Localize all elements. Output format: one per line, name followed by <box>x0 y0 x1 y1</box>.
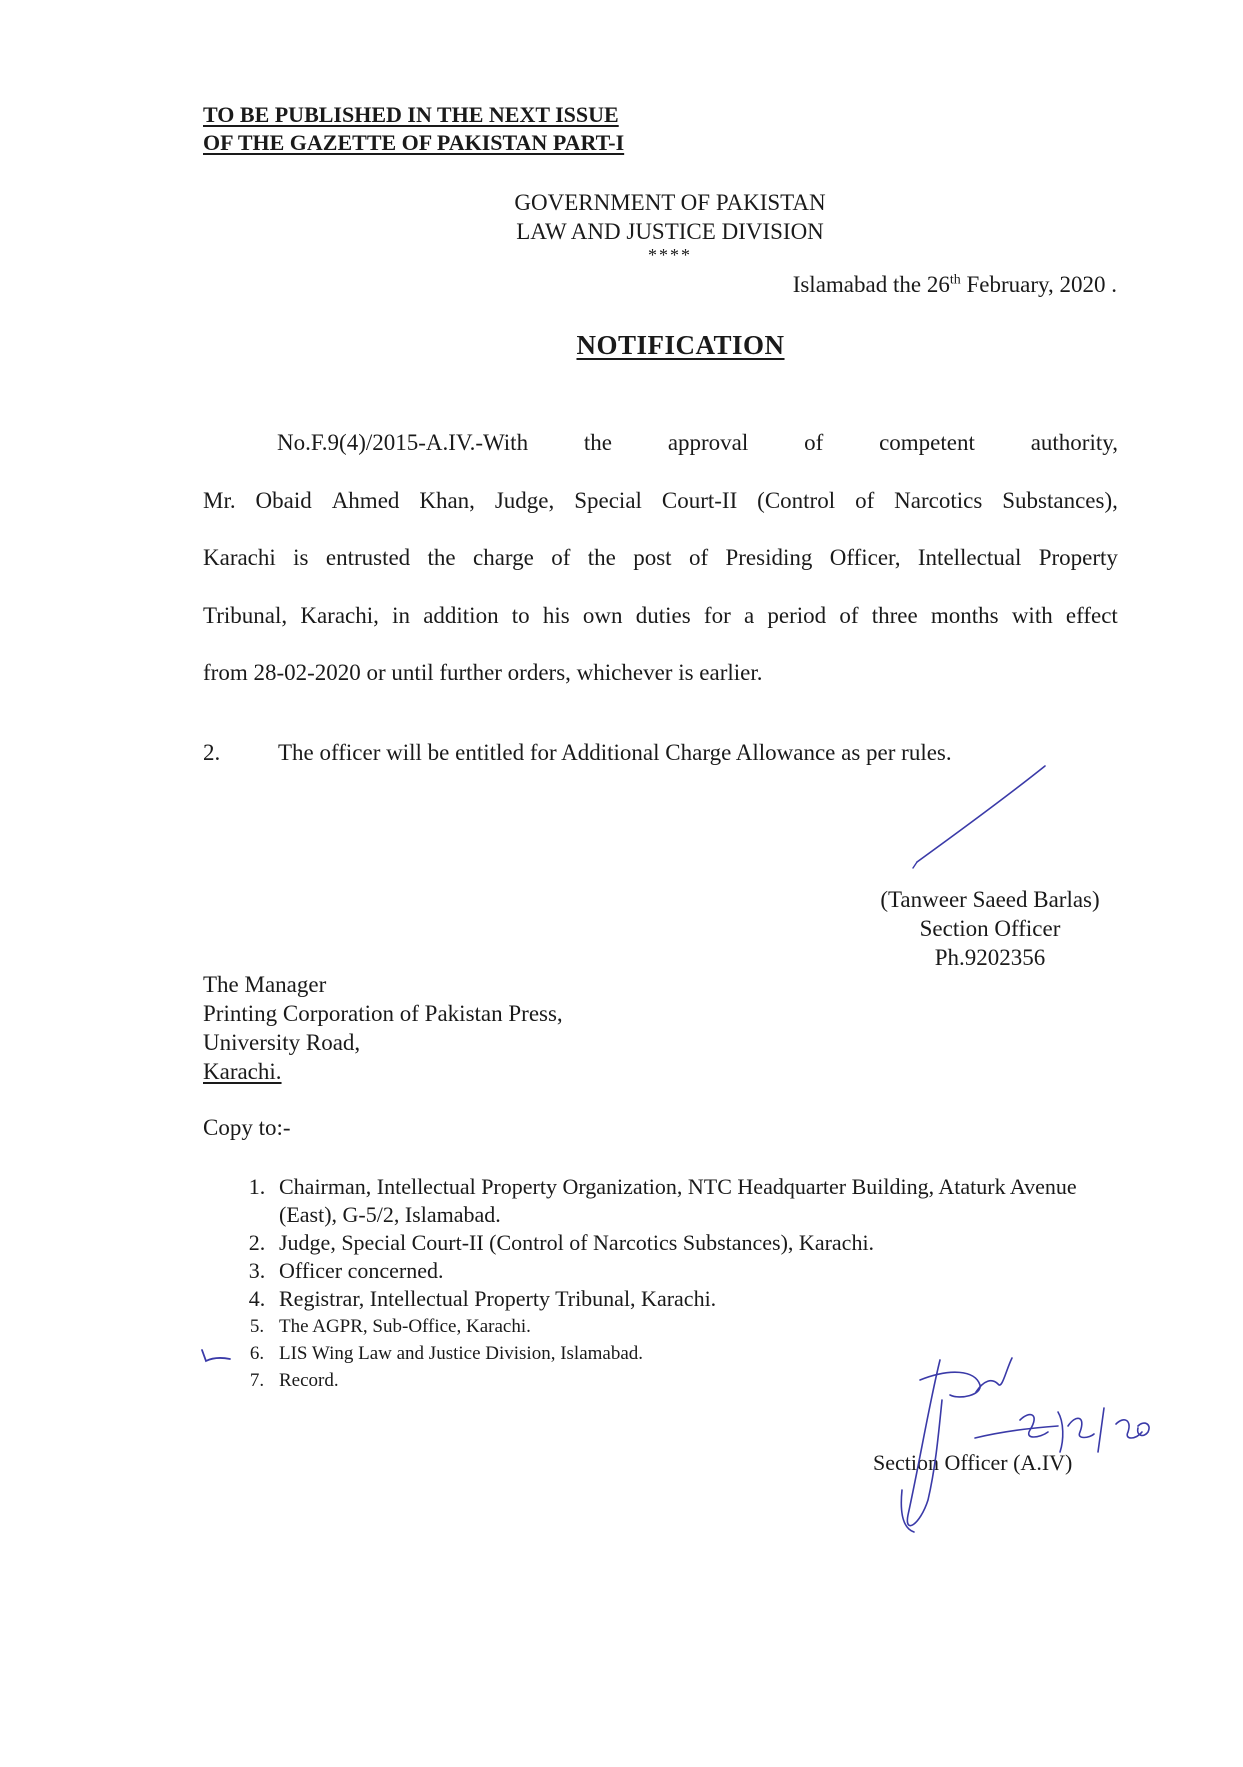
handwritten-signature-icon <box>880 1340 1160 1540</box>
paragraph-2-number: 2. <box>203 740 221 765</box>
copy-list-item: 1. Chairman, Intellectual Property Organization, NTC Headquarter Building, Ataturk Avenue (East), G-5/2, Islamabad. <box>248 1174 1077 1227</box>
dateline-month-year: February, 2020 . <box>966 272 1117 297</box>
handwritten-tick-icon <box>198 1347 238 1367</box>
paragraph-1-word: of <box>804 430 824 455</box>
paragraph-1-word: approval <box>667 430 749 455</box>
copy-list-item: 5. The AGPR, Sub-Office, Karachi. <box>249 1316 531 1337</box>
paragraph-1-line-4: Tribunal, Karachi, in addition to his own duties for a period of three months with effect <box>203 602 1118 628</box>
dateline <box>793 272 1117 298</box>
paragraph-1-word: the <box>583 430 612 455</box>
signatory-designation: Section Officer <box>919 916 1061 941</box>
dateline-day: 26th <box>926 272 961 297</box>
addressee-block <box>203 970 563 1086</box>
notification-paragraph-1 <box>203 414 1118 702</box>
notification-title: NOTIFICATION <box>576 330 785 360</box>
addressee-line-4: Karachi. <box>203 1059 282 1084</box>
paragraph-1-line-5: from 28-02-2020 or until further orders, whichever is earlier. <box>203 660 763 685</box>
division-name: LAW AND JUSTICE DIVISION <box>516 219 824 244</box>
addressee-line-2: Printing Corporation of Pakistan Press, <box>203 1001 563 1026</box>
copy-list-item: 2. Judge, Special Court-II (Control of Narcotics Substances), Karachi. <box>248 1230 875 1255</box>
copy-list-item: 4. Registrar, Intellectual Property Tribunal, Karachi. <box>248 1286 717 1311</box>
copy-list-item: 7. Record. <box>249 1370 339 1391</box>
dateline-place: Islamabad the <box>792 272 922 297</box>
government-name: GOVERNMENT OF PAKISTAN <box>514 190 826 215</box>
section-officer-label: Section Officer (A.IV) <box>873 1450 1073 1475</box>
signatory-block <box>855 885 1125 972</box>
copy-to-label: Copy to:- <box>203 1115 291 1140</box>
paragraph-1-line-1 <box>203 414 1118 472</box>
government-header <box>470 188 870 264</box>
notification-paragraph-2 <box>203 740 952 766</box>
paragraph-1-line-2: Mr. Obaid Ahmed Khan, Judge, Special Court-II (Control of Narcotics Substances), <box>203 487 1118 513</box>
paragraph-1-word: No.F.9(4)/2015-A.IV.-With <box>277 430 529 455</box>
addressee-line-3: University Road, <box>203 1030 361 1055</box>
signatory-name: (Tanweer Saeed Barlas) <box>880 887 1100 912</box>
paragraph-1-word: authority, <box>1030 430 1118 455</box>
paragraph-1-word: competent <box>879 430 975 455</box>
gazette-heading-line2: OF THE GAZETTE OF PAKISTAN PART-I <box>203 130 625 155</box>
addressee-line-1: The Manager <box>203 972 327 997</box>
header-stars: **** <box>648 245 692 265</box>
signatory-phone: Ph.9202356 <box>934 945 1046 970</box>
copy-list-item: 6. LIS Wing Law and Justice Division, Islamabad. <box>249 1343 644 1364</box>
paragraph-2-text: The officer will be entitled for Additional Charge Allowance as per rules. <box>278 740 952 765</box>
signature-stroke-icon <box>905 760 1055 870</box>
copy-list-item: 3. Officer concerned. <box>248 1258 444 1283</box>
gazette-heading <box>203 101 624 157</box>
gazette-heading-line1: TO BE PUBLISHED IN THE NEXT ISSUE <box>203 102 619 127</box>
paragraph-1-line-3: Karachi is entrusted the charge of the post of Presiding Officer, Intellectual Property <box>203 545 1118 570</box>
